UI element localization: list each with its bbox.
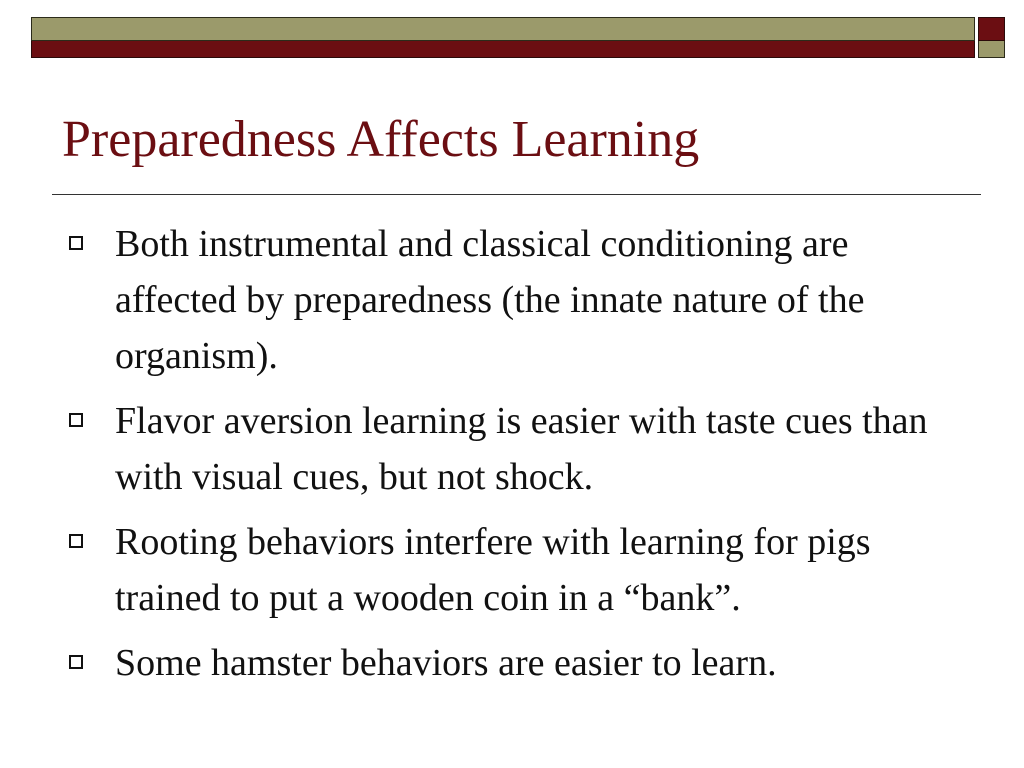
bullet-text: Some hamster behaviors are easier to learn. [115,642,777,684]
header-band-olive-stripe [31,17,975,41]
header-band-maroon-stripe [31,41,975,58]
slide-title: Preparedness Affects Learning [62,111,700,168]
bullet-item [62,514,962,626]
header-band [31,17,1005,59]
bullet-text: Rooting behaviors interfere with learning for pigs trained to put a wooden coin in a “bank”. [115,521,871,619]
hollow-square-icon [69,534,83,548]
bullet-item [62,635,962,691]
bullet-text: Flavor aversion learning is easier with taste cues than with visual cues, but not shock. [115,400,928,498]
title-divider [52,194,981,195]
hollow-square-icon [69,413,83,427]
bullet-text: Both instrumental and classical conditioning are affected by preparedness (the innate nature of the organism). [115,223,865,377]
hollow-square-icon [69,655,83,669]
bullet-list [62,216,962,700]
hollow-square-icon [69,236,83,250]
header-band-corner-square-bottom [978,41,1005,58]
bullet-item [62,216,962,384]
bullet-item [62,393,962,505]
header-band-corner-square-top [978,17,1005,41]
